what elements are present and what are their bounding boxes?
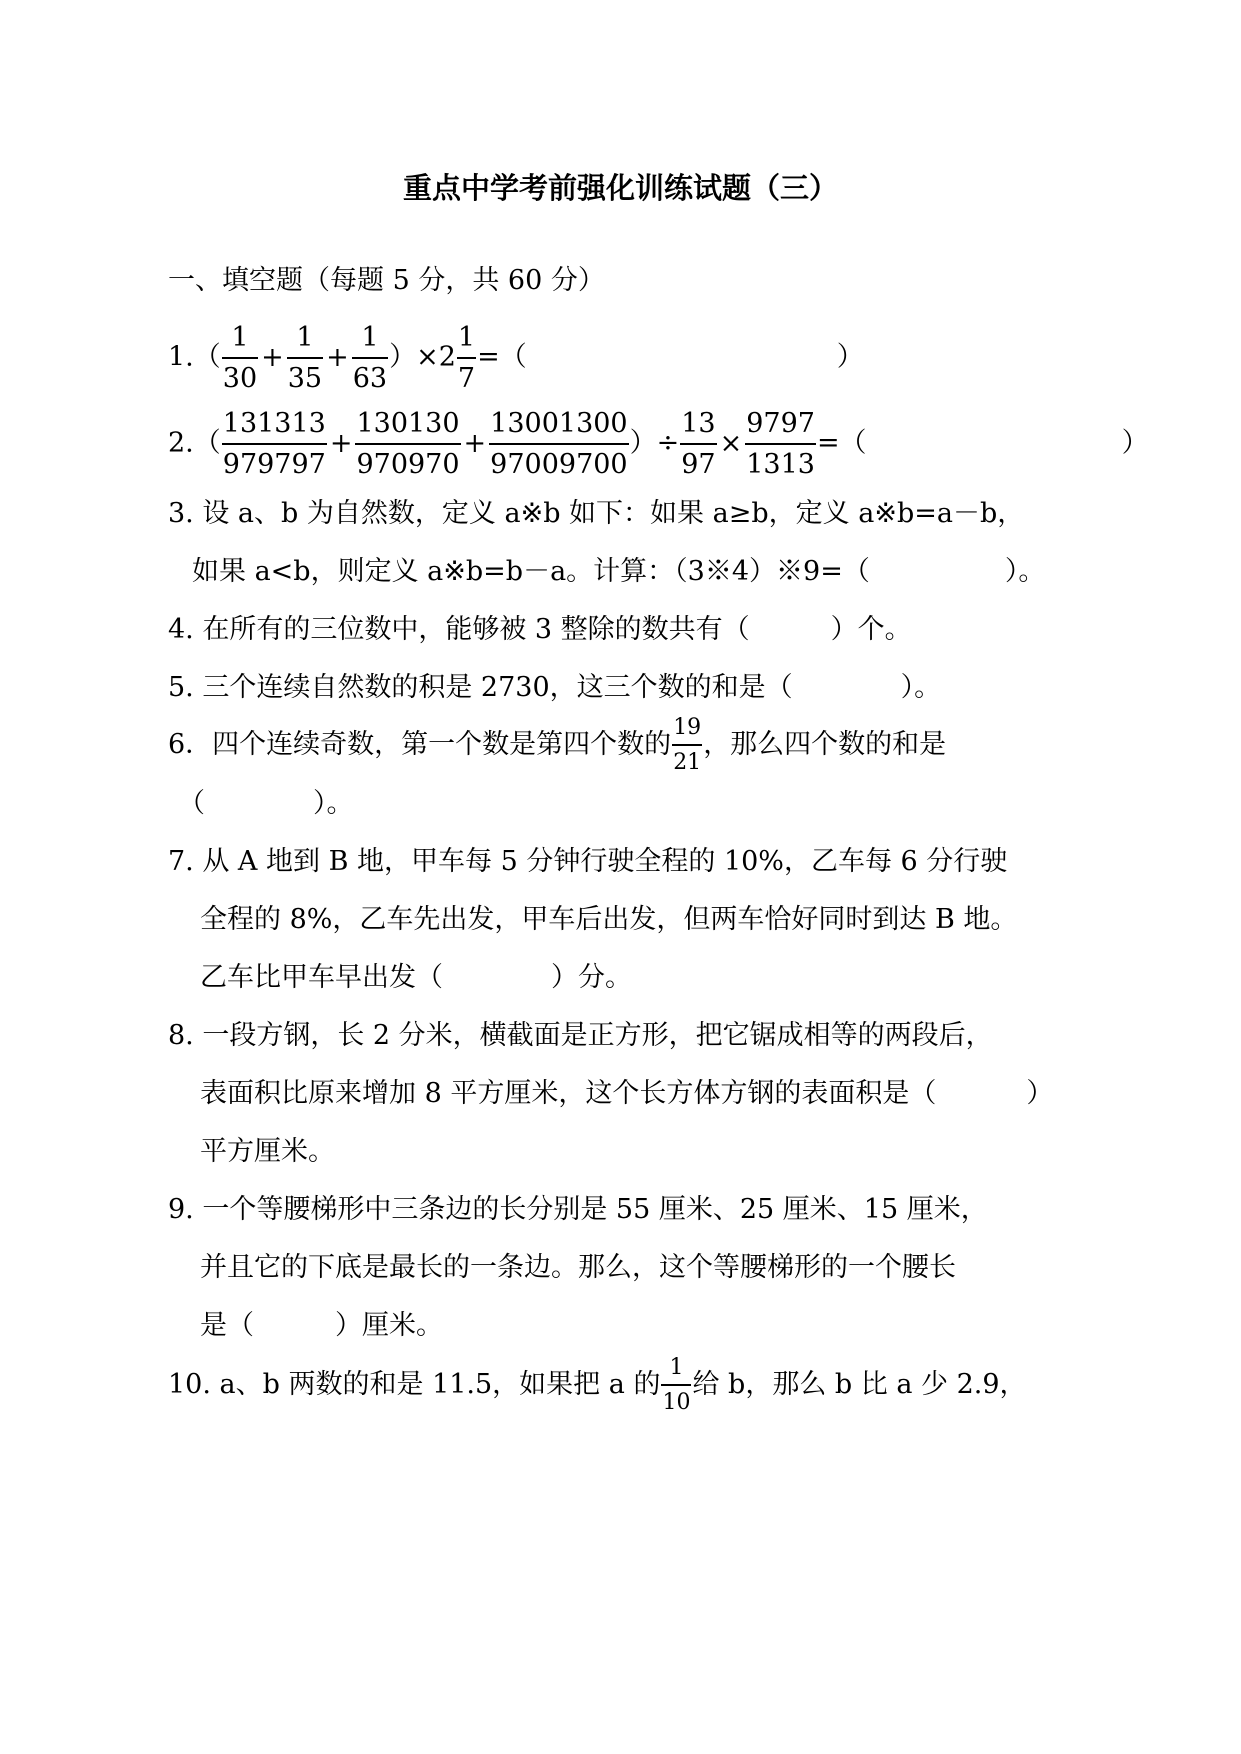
- q2-fraction-4: $\frac{13}{97}$: [681, 408, 716, 481]
- q1-fraction-4: $\frac{1}{7}$: [457, 322, 476, 395]
- question-9-line-1: 9. 一个等腰梯形中三条边的长分别是 55 厘米、25 厘米、15 厘米，: [168, 1194, 988, 1225]
- q2-number: 2.（: [168, 427, 221, 459]
- question-10-line-1: 10. a、b 两数的和是 11.5，如果把 a 的 $\frac{1}{10}$ 给 b，那么 b 比 a 少 2.9，: [168, 1355, 1027, 1416]
- question-4: 4. 在所有的三位数中，能够被 3 整除的数共有（ ）个。: [168, 614, 912, 645]
- q2-fraction-1: $\frac{131313}{979797}$: [222, 408, 326, 481]
- question-6-line-2: （ ）。: [178, 788, 354, 819]
- question-3-line-1: 3. 设 a、b 为自然数，定义 a※b 如下：如果 a≥b，定义 a※b=a－b，: [168, 498, 1025, 529]
- q1-fraction-2: $\frac{1}{35}$: [287, 322, 323, 395]
- q1-number: 1.（: [168, 341, 221, 373]
- question-7-line-2: 全程的 8%，乙车先出发，甲车后出发，但两车恰好同时到达 B 地。: [200, 904, 1018, 935]
- q10-fraction: $\frac{1}{10}$: [662, 1355, 691, 1416]
- q1-fraction-1: $\frac{1}{30}$: [222, 322, 258, 395]
- question-9-line-3: 是（ ）厘米。: [200, 1310, 443, 1341]
- question-8-line-1: 8. 一段方钢，长 2 分米，横截面是正方形，把它锯成相等的两段后，: [168, 1020, 993, 1051]
- q1-answer-close: ）: [836, 341, 864, 373]
- question-8-line-2: 表面积比原来增加 8 平方厘米，这个长方体方钢的表面积是（ ）: [200, 1078, 1054, 1109]
- q2-answer-close: ）: [1121, 427, 1149, 459]
- question-1: 1.（ $\frac{1}{30}$ + $\frac{1}{35}$ + $\frac{1}{63}$ ）×2 $\frac{1}{7}$ =（ ）: [168, 322, 864, 395]
- question-9-line-2: 并且它的下底是最长的一条边。那么，这个等腰梯形的一个腰长: [200, 1252, 956, 1283]
- question-2: 2.（ $\frac{131313}{979797}$ + $\frac{130130}{970970}$ + $\frac{13001300}{97009700}$ ）÷ $\frac{13}{97}$ × $\frac{9797}{1313}$ =（ ）: [168, 408, 1149, 481]
- page-title: 重点中学考前强化训练试题（三）: [402, 171, 838, 205]
- q2-fraction-5: $\frac{9797}{1313}$: [746, 408, 815, 481]
- q2-fraction-3: $\frac{13001300}{97009700}$: [490, 408, 628, 481]
- section-heading: 一、填空题（每题 5 分，共 60 分）: [168, 265, 605, 296]
- question-5: 5. 三个连续自然数的积是 2730，这三个数的和是（ ）。: [168, 672, 942, 703]
- q6-fraction: $\frac{19}{21}$: [673, 715, 702, 776]
- q2-fraction-2: $\frac{130130}{970970}$: [356, 408, 460, 481]
- question-7-line-3: 乙车比甲车早出发（ ）分。: [200, 962, 632, 993]
- q1-fraction-3: $\frac{1}{63}$: [352, 322, 388, 395]
- question-7-line-1: 7. 从 A 地到 B 地，甲车每 5 分钟行驶全程的 10%，乙车每 6 分行驶: [168, 846, 1008, 877]
- question-6-line-1: 6．四个连续奇数，第一个数是第四个数的 $\frac{19}{21}$ ，那么四个数的和是: [168, 715, 947, 776]
- question-8-line-3: 平方厘米。: [200, 1136, 335, 1167]
- question-3-line-2: 如果 a<b，则定义 a※b=b－a。计算：（3※4）※9=（ ）。: [192, 556, 1046, 587]
